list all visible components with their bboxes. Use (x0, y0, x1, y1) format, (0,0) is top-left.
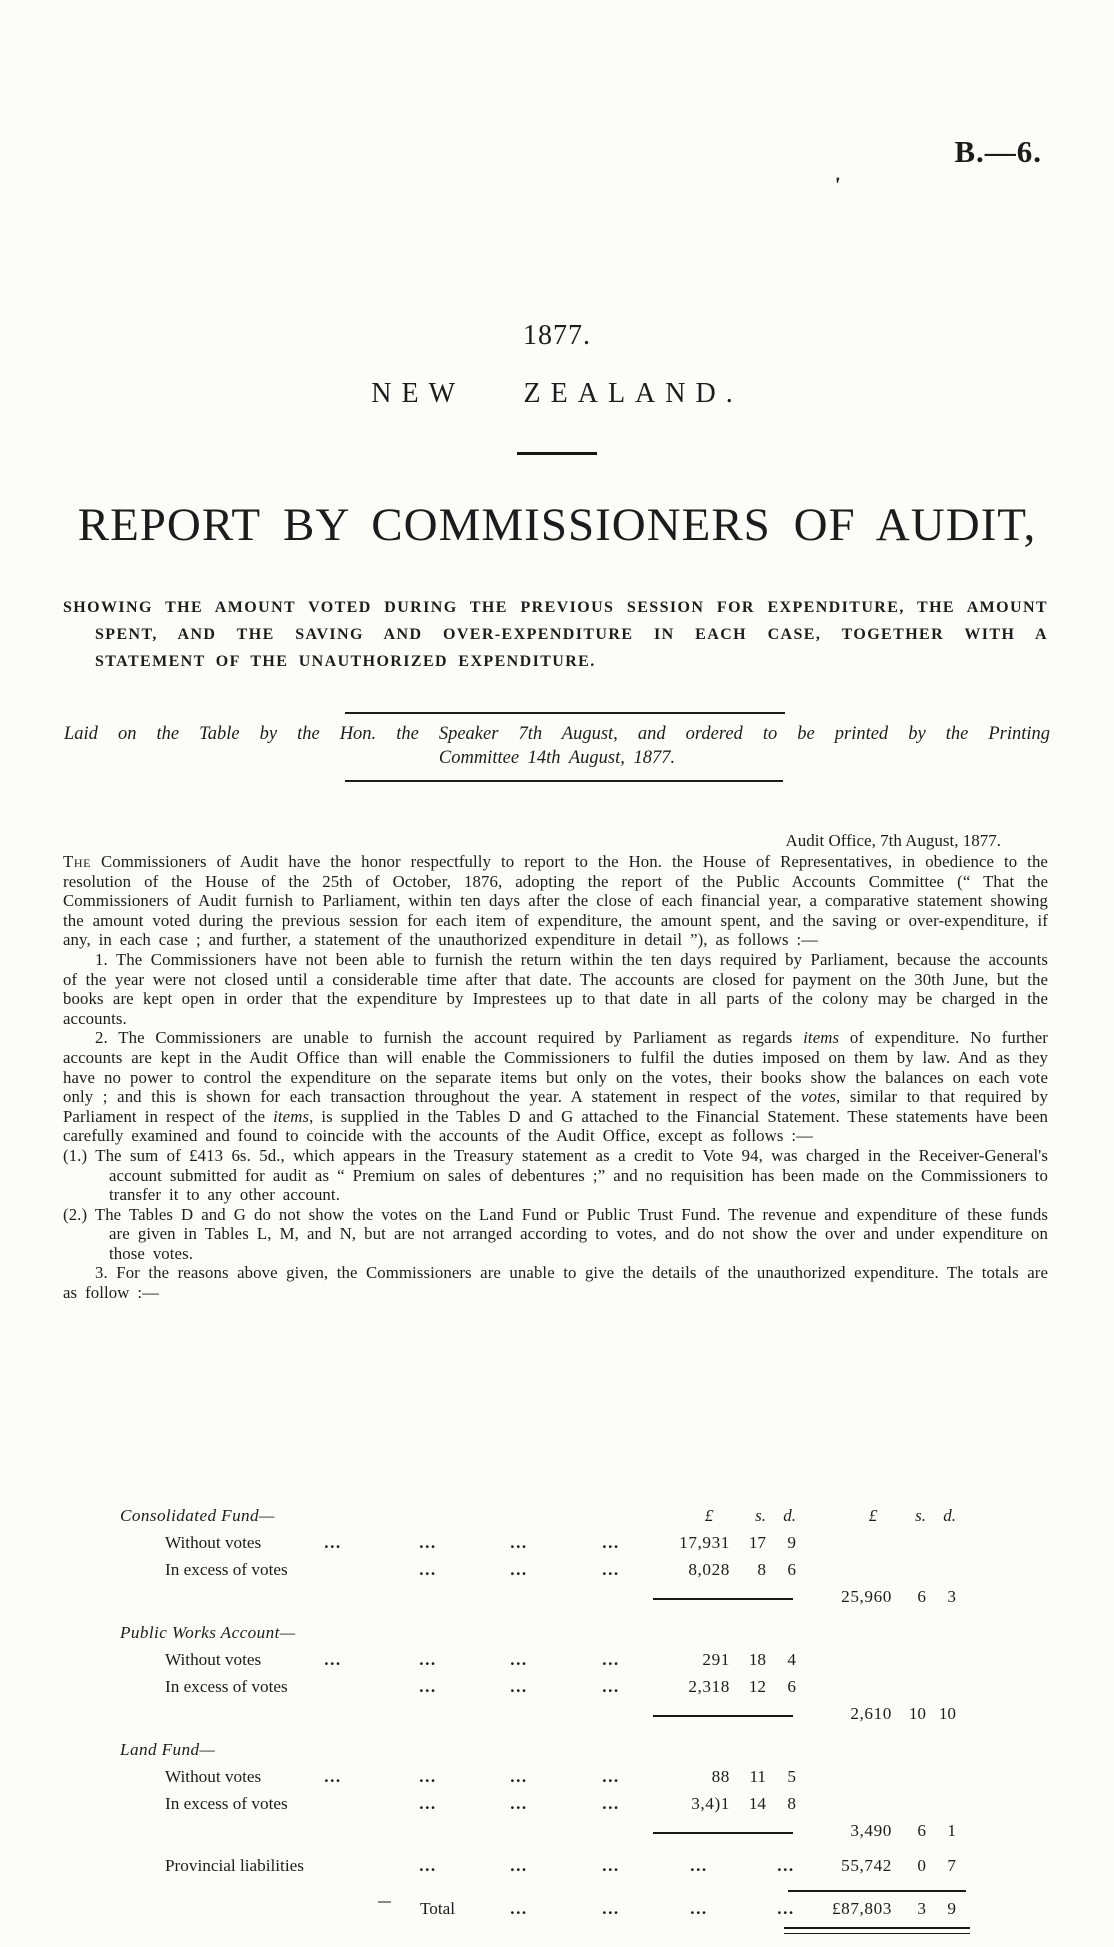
paragraph-intro (63, 852, 1048, 950)
table-row-fund (120, 1738, 990, 1765)
table-row-detail (120, 1765, 990, 1792)
leader-dots: ... (602, 1533, 620, 1552)
leader-dots: ... (510, 1650, 528, 1669)
leader-dots: ... (510, 1533, 528, 1552)
row-label: Without votes (165, 1767, 262, 1786)
leader-dots: ... (419, 1560, 437, 1579)
total-shillings: 6 (917, 1821, 926, 1840)
totals-table (120, 1498, 990, 1937)
report-body (63, 852, 1048, 1303)
leader-dots: ... (419, 1677, 437, 1696)
italic-text: items (273, 1106, 310, 1126)
amount-pence: 6 (787, 1560, 796, 1579)
leader-dots: ... (602, 1560, 620, 1579)
text-run: Commissioners of Audit have the honor respectfully to report to the Hon. the House of Representatives, in obedience to the resolution of the House of the 25th of October, 1876, adopting the report of the Public Accounts Committee (“ That the Commissioners of Audit furnish to Parliament, within ten days after the close of each financial year, a comparative statement showing the amount voted during the previous session for each item of expenditure, the amount spent, and the saving or over-expenditure, if any, in each case ; and further, a statement of the unauthorized expenditure in detail ”), as follows :— (63, 852, 1048, 950)
amount-pence: 5 (787, 1767, 796, 1786)
col2-pence-header: d. (943, 1506, 956, 1525)
leader-dots: ... (510, 1794, 528, 1813)
amount-pence: 8 (787, 1794, 796, 1813)
table-row-detail (120, 1558, 990, 1585)
exception-item-2 (63, 1205, 1048, 1264)
sum-rule (653, 1598, 793, 1600)
row-label: In excess of votes (165, 1677, 288, 1696)
amount-pence: 9 (787, 1533, 796, 1552)
sum-rule (788, 1890, 966, 1892)
paper-reference: B.—6. (954, 134, 1042, 169)
leader-dots: ... (510, 1899, 528, 1918)
fund-heading: Consolidated Fund— (120, 1506, 275, 1525)
amount-shillings: 18 (748, 1650, 766, 1669)
col2-shillings-header: s. (915, 1506, 926, 1525)
leader-dots: ... (419, 1650, 437, 1669)
leader-dots: ... (602, 1856, 620, 1875)
italic-text: votes (801, 1087, 837, 1107)
leader-dots: ... (602, 1650, 620, 1669)
amount-shillings: 17 (748, 1533, 766, 1552)
amount-pounds: 291 (702, 1650, 730, 1669)
table-row-subtotal (120, 1585, 990, 1615)
amount-pence: 4 (787, 1650, 796, 1669)
table-row-fund (120, 1621, 990, 1648)
total-pence: 1 (947, 1821, 956, 1840)
table-row-detail (120, 1648, 990, 1675)
leader-dots: ... (602, 1794, 620, 1813)
leader-dots: ... (602, 1899, 620, 1918)
row-label: In excess of votes (165, 1560, 288, 1579)
amount-pounds: 88 (711, 1767, 730, 1786)
laid-divider-bottom (345, 780, 783, 782)
row-label: Without votes (165, 1533, 262, 1552)
leader-dots: ... (602, 1677, 620, 1696)
amount-shillings: 14 (748, 1794, 766, 1813)
total-pounds: 3,490 (850, 1821, 892, 1840)
italic-text: items (803, 1028, 840, 1048)
leader-dots: ... (602, 1767, 620, 1786)
text-run: (2.) The Tables D and G do not show the votes on the Land Fund or Public Trust Fund. The revenue and expenditure of these funds are given in Tables L, M, and N, but are not arranged according to votes, and do not show the over and under expenditure on those votes. (63, 1204, 1048, 1263)
leader-dots: ... (690, 1856, 708, 1875)
leader-dots: ... (419, 1794, 437, 1813)
grand-total-double-rule (784, 1927, 970, 1934)
text-run: 3. For the reasons above given, the Commissioners are unable to give the details of the unauthorized expenditure. The totals are as follow :— (63, 1263, 1048, 1303)
paragraph-1 (63, 950, 1048, 1028)
table-row-detail (120, 1675, 990, 1702)
total-shillings: 6 (917, 1587, 926, 1606)
leader-dots: ... (419, 1856, 437, 1875)
sum-rule (653, 1832, 793, 1834)
text-run: , is supplied in the Tables D and G attached to the Financial Statement. These statements have been carefully examined and found to coincide with the accounts of the Audit Office, except as follows :— (63, 1106, 1048, 1146)
report-subtitle: SHOWING THE AMOUNT VOTED DURING THE PREVIOUS SESSION FOR EXPENDITURE, THE AMOUNT SPENT, AND THE SAVING AND OVER-EXPENDITURE IN EACH CASE, TOGETHER WITH A STATEMENT OF THE UNAUTHORIZED EXPENDITURE. (63, 599, 1048, 670)
leader-dots: ... (419, 1533, 437, 1552)
total-pounds: £87,803 (831, 1899, 892, 1918)
leader-dots: ... (777, 1856, 795, 1875)
col1-pounds-header: £ (704, 1506, 714, 1525)
dateline: Audit Office, 7th August, 1877. (785, 831, 1001, 850)
table-row-detail (120, 1792, 990, 1819)
text-run: of expenditure. No further accounts are kept in the Audit Office than will enable the Commissioners to fulfil the duties imposed on them by law. And as they have no power to control the expenditure on the separate items but only on the votes, their books show the balances on each vote only ; and this is shown for each transaction throughout the year. A statement in respect of the (63, 1028, 1048, 1107)
leader-dots: ... (510, 1677, 528, 1696)
laid-on-table-line2: Committee 14th August, 1877. (438, 748, 676, 768)
divider-rule (517, 452, 597, 455)
table-row-subtotal (120, 1819, 990, 1849)
amount-pounds: 17,931 (679, 1533, 730, 1552)
print-artifact-mark: ' (832, 171, 842, 198)
leader-dots: ... (324, 1533, 342, 1552)
small-caps-text: The (63, 852, 92, 871)
leader-dots: ... (777, 1899, 795, 1918)
total-pence: 9 (947, 1899, 956, 1918)
paragraph-2 (63, 1028, 1048, 1146)
amount-pence: 6 (787, 1677, 796, 1696)
col2-pounds-header: £ (868, 1506, 878, 1525)
amount-shillings: 12 (748, 1677, 766, 1696)
leader-dots: ... (324, 1650, 342, 1669)
amount-pounds: 3,4)1 (691, 1794, 730, 1813)
sum-rule (653, 1715, 793, 1717)
amount-pounds: 8,028 (688, 1560, 730, 1579)
row-label: In excess of votes (165, 1794, 288, 1813)
row-label: Without votes (165, 1650, 262, 1669)
table-row-subtotal (120, 1702, 990, 1732)
col1-pence-header: d. (783, 1506, 796, 1525)
row-label: Provincial liabilities (165, 1856, 304, 1875)
country-heading: NEW ZEALAND. (371, 378, 743, 409)
leader-dots: ... (510, 1560, 528, 1579)
total-pence: 3 (947, 1587, 956, 1606)
report-title: REPORT BY COMMISSIONERS OF AUDIT, (77, 499, 1037, 551)
amount-shillings: 11 (749, 1767, 766, 1786)
table-row-fund (120, 1504, 990, 1531)
paragraph-3 (63, 1263, 1048, 1302)
row-label: Total (420, 1899, 456, 1918)
laid-on-table-line1: Laid on the Table by the Hon. the Speaker 7th August, and ordered to be printed by the Printing (64, 724, 1050, 744)
exception-item-1 (63, 1146, 1048, 1205)
amount-shillings: 8 (757, 1560, 766, 1579)
amount-pounds: 2,318 (688, 1677, 730, 1696)
total-pence: 7 (947, 1856, 956, 1875)
total-pence: 10 (938, 1704, 956, 1723)
total-pounds: 2,610 (850, 1704, 892, 1723)
total-shillings: 0 (917, 1856, 926, 1875)
leader-dots: ... (419, 1767, 437, 1786)
total-shillings: 3 (917, 1899, 926, 1918)
print-artifact-dash (378, 1901, 391, 1903)
year-heading: 1877. (523, 320, 591, 351)
total-pounds: 25,960 (841, 1587, 892, 1606)
col1-shillings-header: s. (755, 1506, 766, 1525)
table-row-total (120, 1891, 990, 1937)
text-run: (1.) The sum of £413 6s. 5d., which appears in the Treasury statement as a credit to Vote 94, was charged in the Receiver-General's account submitted for audit as “ Premium on sales of debentures ;” and no requisition has been made on the Commissioners to transfer it to any other account. (63, 1145, 1048, 1205)
leader-dots: ... (510, 1856, 528, 1875)
table-row-detail (120, 1531, 990, 1558)
table-row-prov (120, 1854, 990, 1885)
text-run: 2. The Commissioners are unable to furnish the account required by Parliament as regards (95, 1028, 804, 1048)
fund-heading: Land Fund— (120, 1740, 216, 1759)
leader-dots: ... (510, 1767, 528, 1786)
total-pounds: 55,742 (841, 1856, 892, 1875)
laid-divider-top (345, 712, 785, 714)
text-run: 1. The Commissioners have not been able to furnish the return within the ten days required by Parliament, because the accounts of the year were not closed until a considerable time after that date. The accounts are closed for payment on the 30th June, but the books are kept open in order that the expenditure by Imprestees up to that date in all parts of the colony may be charged in the accounts. (63, 949, 1048, 1028)
total-shillings: 10 (908, 1704, 926, 1723)
text-run: , similar to that required by Parliament in respect of the (63, 1087, 1049, 1126)
leader-dots: ... (324, 1767, 342, 1786)
leader-dots: ... (690, 1899, 708, 1918)
fund-heading: Public Works Account— (120, 1623, 296, 1642)
